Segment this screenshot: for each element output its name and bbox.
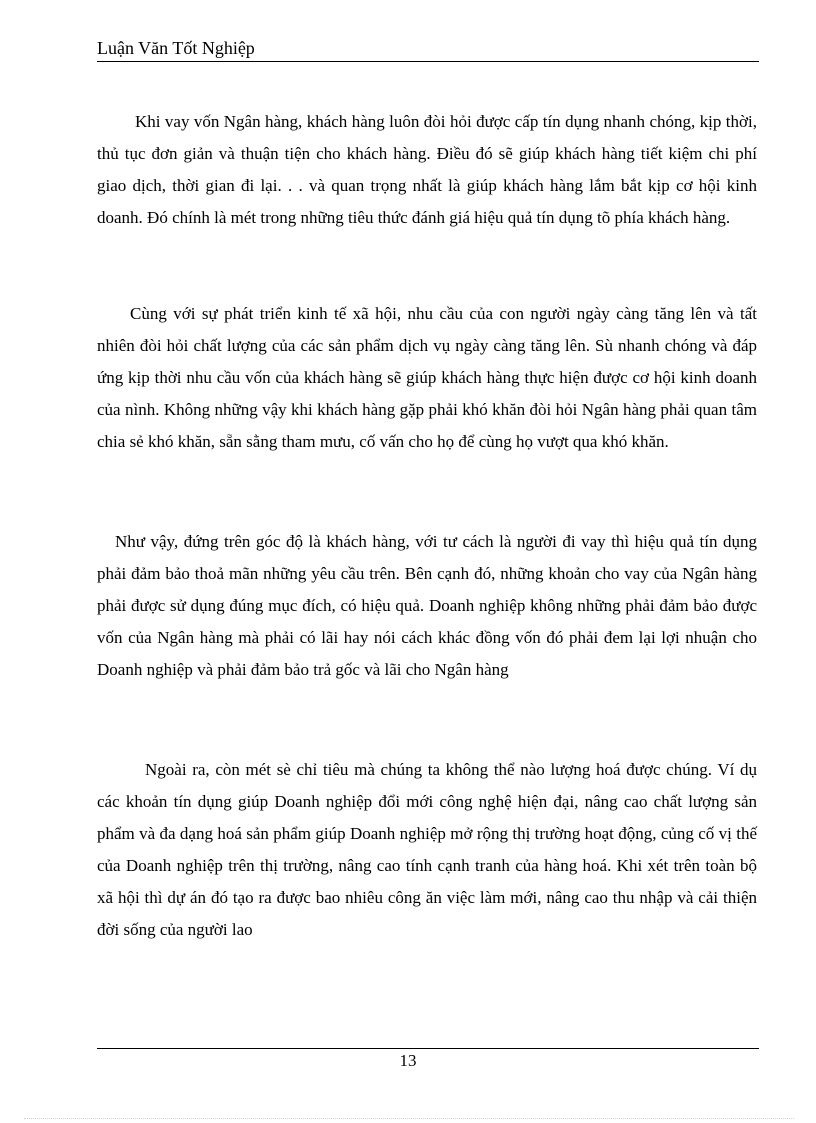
footer-divider (97, 1048, 759, 1049)
body-paragraph-2: Cùng với sự phát triển kinh tế xã hội, nhu cầu của con người ngày càng tăng lên và tất nhiên đòi hỏi chất lượng của các sản phẩm dịch vụ ngày càng tăng lên. Sù nhanh chóng và đáp ứng kịp thời nhu cầu vốn của khách hàng sẽ giúp khách hàng thực hiện được cơ hội kinh doanh của nình. Không những vậy khi khách hàng gặp phải khó khăn đòi hỏi Ngân hàng phải quan tâm chia sẻ khó khăn, sẵn sằng tham mưu, cố vấn cho họ để cùng họ vượt qua khó khăn. (97, 304, 757, 451)
page-bottom-dotted-edge (24, 1118, 794, 1119)
header-divider (97, 61, 759, 62)
running-header-title: Luận Văn Tốt Nghiệp (97, 38, 255, 58)
body-paragraph-4: Ngoài ra, còn mét sè chỉ tiêu mà chúng ta không thể nào lượng hoá được chúng. Ví dụ các khoản tín dụng giúp Doanh nghiệp đổi mới công nghệ hiện đại, nâng cao chất lượng sản phẩm và đa dạng hoá sản phẩm giúp Doanh nghiệp mở rộng thị trường hoạt động, củng cố vị thế của Doanh nghiệp trên thị trường, nâng cao tính cạnh tranh của hàng hoá. Khi xét trên toàn bộ xã hội thì dự án đó tạo ra được bao nhiêu công ăn việc làm mới, nâng cao thu nhập và cải thiện đời sống của người lao (97, 760, 757, 939)
page-number: 13 (399, 1051, 417, 1070)
body-paragraph-1: Khi vay vốn Ngân hàng, khách hàng luôn đòi hỏi được cấp tín dụng nhanh chóng, kịp thời, thủ tục đơn giản và thuận tiện cho khách hàng. Điều đó sẽ giúp khách hàng tiết kiệm chi phí giao dịch, thời gian đi lại. . . và quan trọng nhất là giúp khách hàng lắm bắt kịp cơ hội kinh doanh. Đó chính là mét trong những tiêu thức đánh giá hiệu quả tín dụng tõ phía khách hàng. (97, 112, 757, 227)
body-paragraph-3: Như vậy, đứng trên góc độ là khách hàng, với tư cách là người đi vay thì hiệu quả tín dụng phải đảm bảo thoả mãn những yêu cầu trên. Bên cạnh đó, những khoản cho vay của Ngân hàng phải được sử dụng đúng mục đích, có hiệu quả. Doanh nghiệp không những phải đảm bảo được vốn của Ngân hàng mà phải có lãi hay nói cách khác đồng vốn đó phải đem lại lợi nhuận cho Doanh nghiệp và phải đảm bảo trả gốc và lãi cho Ngân hàng (97, 532, 757, 679)
